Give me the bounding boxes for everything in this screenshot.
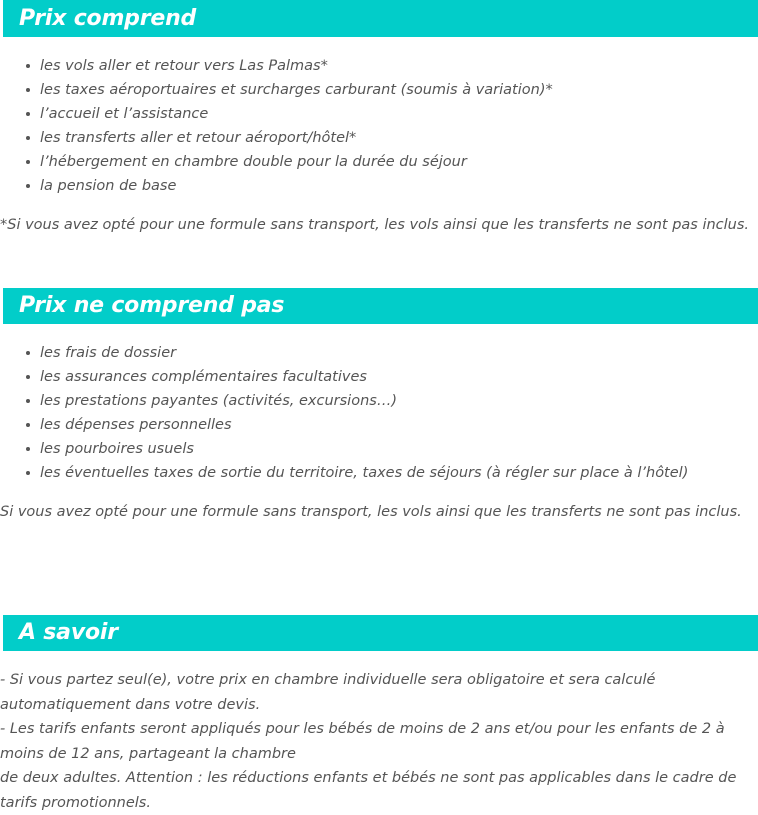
list-item-label: les taxes aéroportuaires et surcharges carburant (soumis à variation)* (40, 82, 553, 98)
list-item (0, 389, 688, 413)
included-footnote: *Si vous avez opté pour une formule sans transport, les vols ainsi que les transferts ne sont pas inclus. (0, 217, 750, 233)
list-item-label: les dépenses personnelles (40, 417, 232, 433)
list-item-label: les éventuelles taxes de sortie du territoire, taxes de séjours (à régler sur place à l’hôtel) (40, 465, 689, 481)
list-item (0, 174, 553, 198)
section-title: Prix comprend (19, 5, 197, 31)
excluded-list (0, 341, 688, 485)
section-title: A savoir (19, 620, 118, 645)
section-header-a-savoir (3, 615, 758, 651)
list-item (0, 54, 553, 78)
list-item-label: les prestations payantes (activités, excursions…) (40, 393, 397, 409)
list-item (0, 365, 688, 389)
section-header-prix-comprend (3, 0, 758, 37)
list-item-label: les vols aller et retour vers Las Palmas* (40, 58, 328, 74)
list-item-label: les assurances complémentaires facultatives (40, 369, 367, 385)
list-item (0, 413, 688, 437)
list-item (0, 461, 688, 485)
list-item-label: l’hébergement en chambre double pour la durée du séjour (40, 154, 467, 170)
list-item (0, 78, 553, 102)
list-item (0, 126, 553, 150)
list-item-label: les frais de dossier (40, 345, 177, 361)
paragraph: de deux adultes. Attention : les réductions enfants et bébés ne sont pas applicables dans le cadre de tarifs promotionnels. (0, 770, 737, 811)
list-item (0, 341, 688, 365)
list-item-label: les transferts aller et retour aéroport/hôtel* (40, 130, 357, 146)
list-item (0, 437, 688, 461)
paragraph: - Si vous partez seul(e), votre prix en chambre individuelle sera obligatoire et sera calculé automatiquement dans votre devis. (0, 672, 656, 713)
paragraph: - Les tarifs enfants seront appliqués pour les bébés de moins de 2 ans et/ou pour les enfants de 2 à moins de 12 ans, partageant la chambre (0, 721, 725, 762)
list-item (0, 102, 553, 126)
section-title: Prix ne comprend pas (19, 293, 285, 318)
list-item-label: l’accueil et l’assistance (40, 106, 209, 122)
list-item (0, 150, 553, 174)
section-header-prix-ne-comprend-pas (3, 288, 758, 324)
list-item-label: la pension de base (40, 178, 177, 194)
included-list (0, 54, 553, 198)
a-savoir-body (0, 668, 758, 815)
excluded-footnote: Si vous avez opté pour une formule sans transport, les vols ainsi que les transferts ne sont pas inclus. (0, 504, 742, 520)
list-item-label: les pourboires usuels (40, 441, 194, 457)
